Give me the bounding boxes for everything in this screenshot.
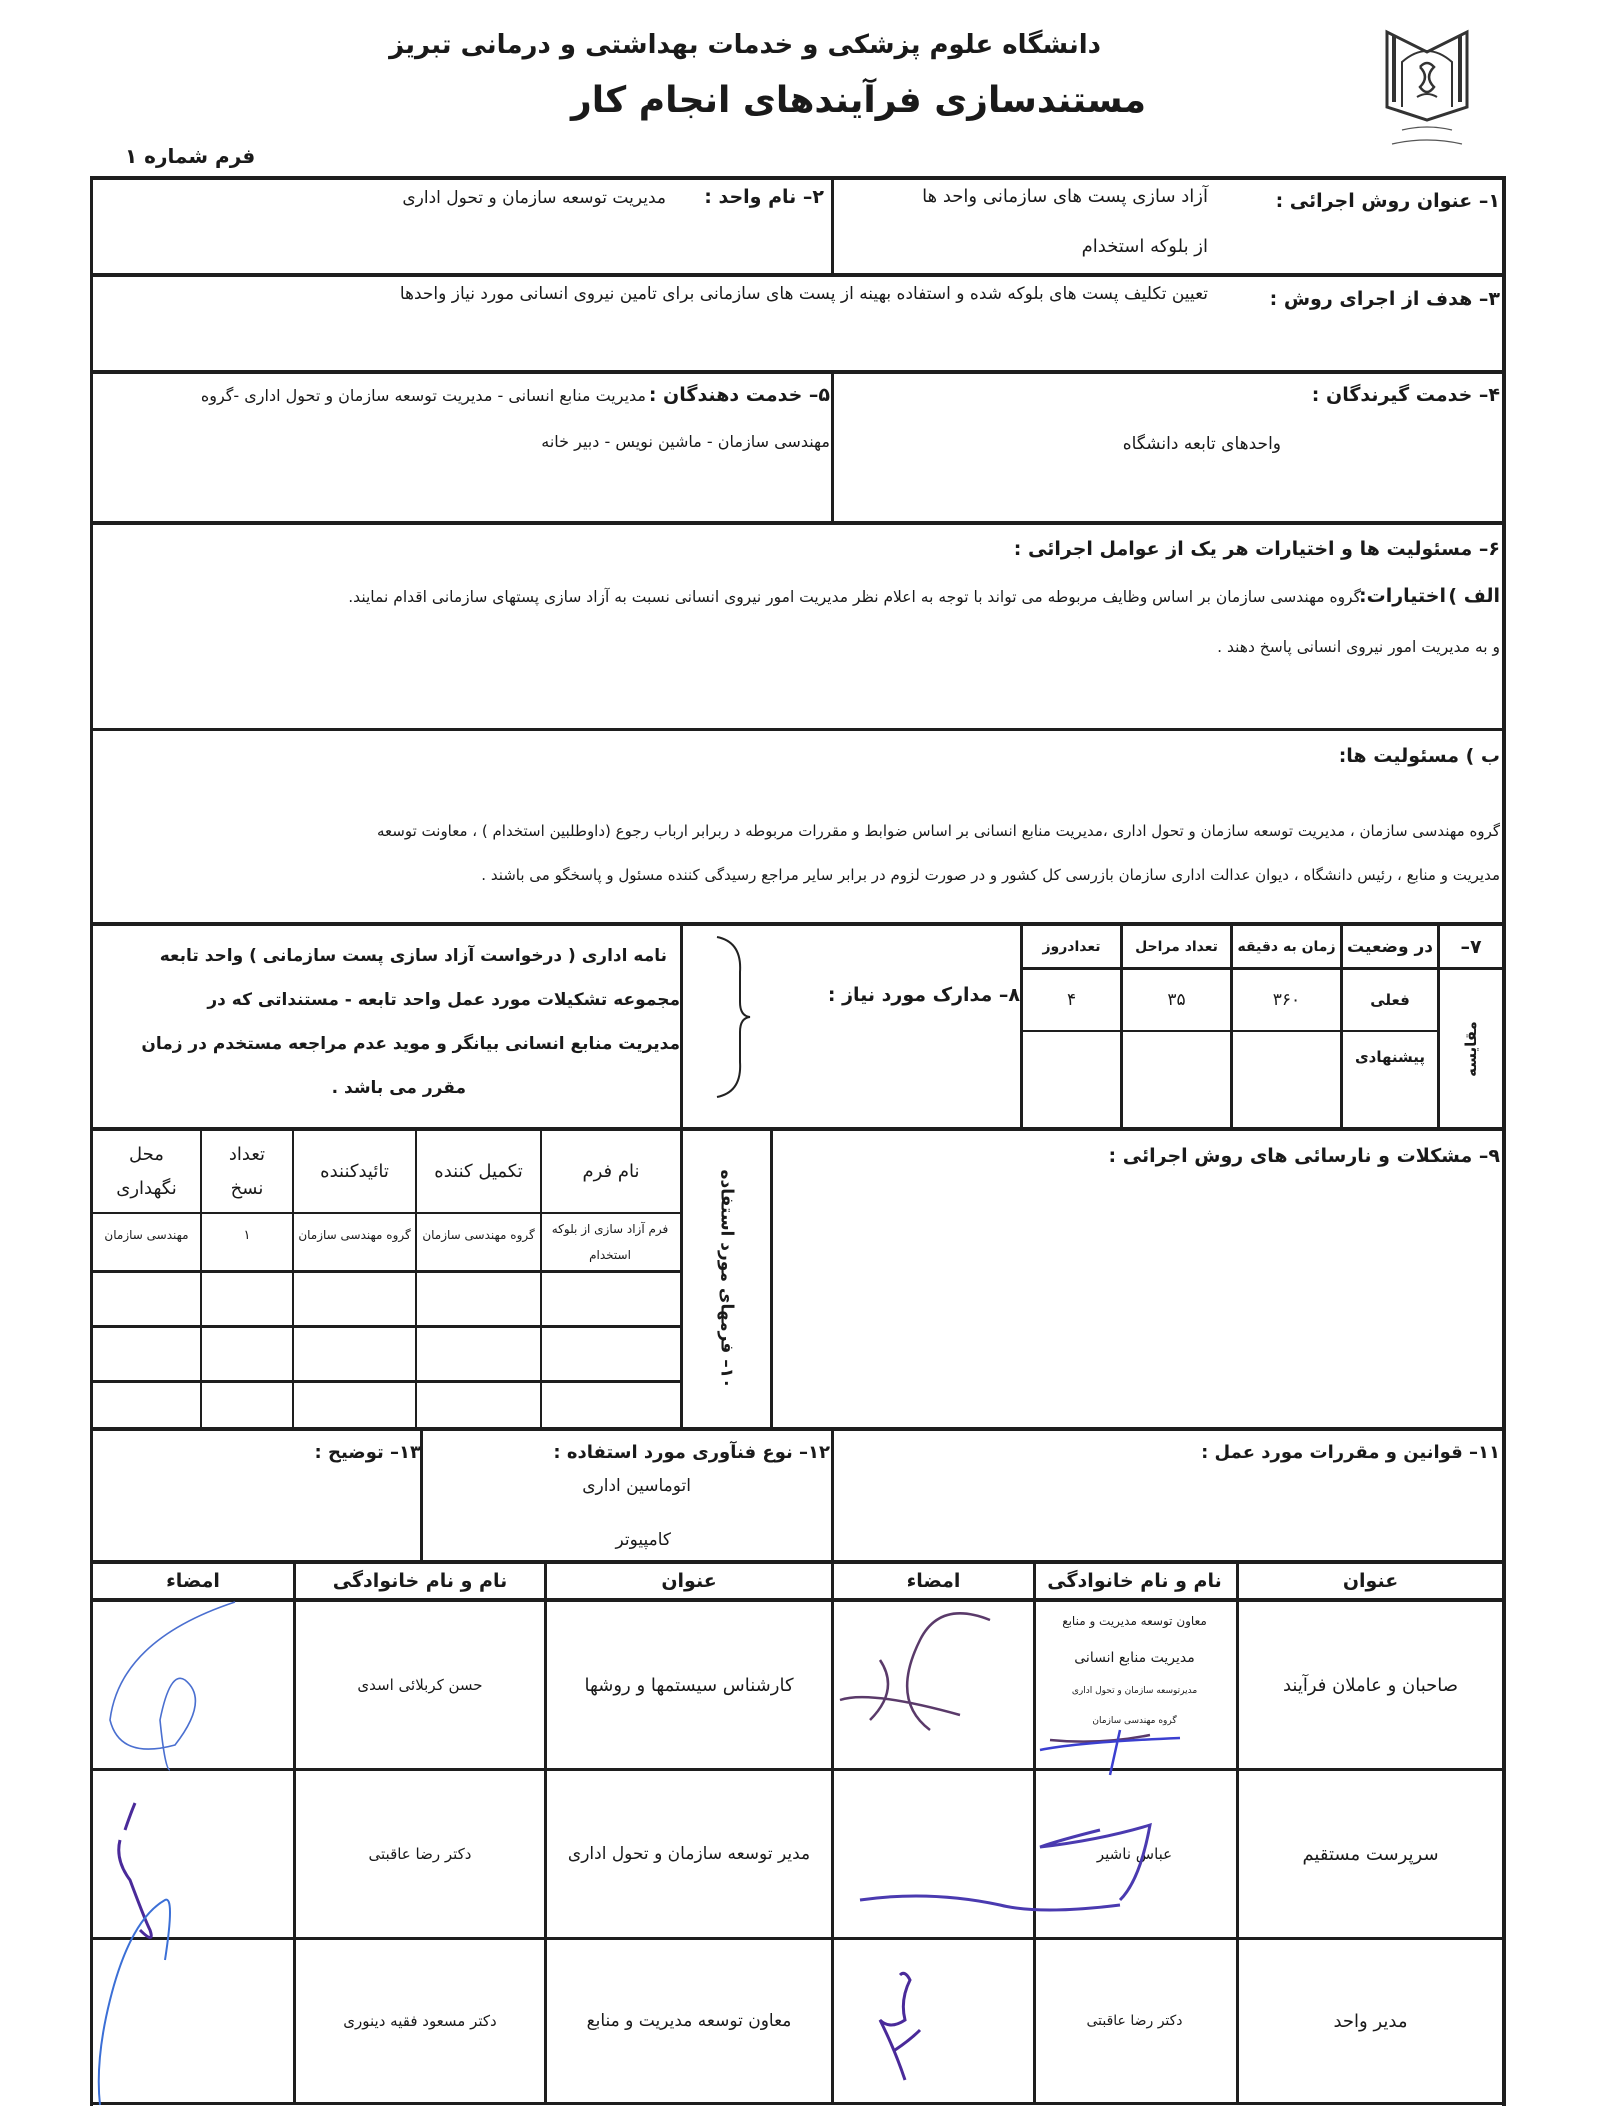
section8-label: ۸– مدارک مورد نیاز : <box>827 984 1020 1006</box>
section11-label: ۱۱– قوانین و مقررات مورد عمل : <box>1201 1442 1500 1463</box>
section13-label: ۱۳– توضیح : <box>314 1442 421 1463</box>
form-row-location: مهندسی سازمان <box>104 1228 189 1242</box>
form-row-name: فرم آزاد سازی از بلوکه استخدام <box>551 1222 669 1262</box>
sig-right-title: مدیر واحد <box>1333 2010 1408 2032</box>
section8-line2: مجموعه تشکیلات مورد عمل واحد تابعه - مستنداتی که در <box>207 990 680 1010</box>
row-proposed-status: پیشنهادی <box>1354 1048 1426 1066</box>
name-line: گروه مهندسی سازمان <box>1092 1716 1177 1726</box>
divider <box>90 1325 680 1328</box>
form-row-approver: گروه مهندسی سازمان <box>298 1228 411 1242</box>
sig-header-name-right: نام و نام خانوادگی <box>1047 1570 1222 1592</box>
section12-item2: کامپیوتر <box>615 1530 671 1550</box>
section5-label: ۵– خدمت دهندگان : <box>648 384 830 406</box>
divider <box>90 273 1506 277</box>
divider <box>680 924 683 1129</box>
divider <box>831 176 834 275</box>
header-minutes: زمان به دقیقه <box>1237 938 1336 955</box>
sig-left-name: دکتر رضا عاقبتی <box>368 1845 472 1863</box>
border-right <box>1502 176 1506 2106</box>
row-current-minutes: ۳۶۰ <box>1272 990 1301 1010</box>
sig-left-title: معاون توسعه مدیریت و منابع <box>586 2011 792 2031</box>
section10-side <box>683 1131 770 1427</box>
header-steps: تعداد مراحل <box>1135 938 1218 955</box>
section2-label: ۲– نام واحد : <box>704 186 824 208</box>
sig-header-title-right: عنوان <box>1342 1570 1399 1592</box>
page-title: مستندسازی فرآیندهای انجام کار <box>570 80 1146 121</box>
name-line: مدیریت منابع انسانی <box>1074 1650 1195 1666</box>
section12-label: ۱۲– نوع فنآوری مورد استفاده : <box>553 1442 830 1463</box>
divider <box>770 1129 773 1429</box>
signature-stroke <box>110 1602 235 1770</box>
university-logo <box>1372 22 1482 152</box>
section4-value: واحدهای تابعه دانشگاه <box>1122 434 1281 454</box>
divider <box>831 1429 834 1562</box>
sig-left-name: حسن کربلائی اسدی <box>357 1676 483 1694</box>
divider <box>90 1427 1506 1431</box>
sig-header-name-left: نام و نام خانوادگی <box>332 1570 508 1592</box>
section1-label: ۱– عنوان روش اجرائی : <box>1275 190 1500 212</box>
divider <box>90 1380 680 1383</box>
header-days: تعدادروز <box>1042 938 1101 955</box>
logo-emblem-icon <box>1372 22 1482 152</box>
sig-right-title: صاحبان و عاملان فرآیند <box>1282 1674 1459 1696</box>
header-form-name: نام فرم <box>582 1161 640 1182</box>
form-row-completer: گروه مهندسی سازمان <box>422 1228 535 1242</box>
form-row-copies: ۱ <box>243 1227 251 1243</box>
section2-value: مدیریت توسعه سازمان و تحول اداری <box>402 188 666 208</box>
form-number: فرم شماره ۱ <box>125 144 256 168</box>
row-current-days: ۴ <box>1066 990 1077 1010</box>
section12-item1: اتوماسین اداری <box>582 1476 691 1496</box>
sig-header-signature-left: امضاء <box>166 1570 220 1592</box>
sig-left-title: مدیر توسعه سازمان و تحول اداری <box>567 1844 811 1864</box>
section9-label: ۹– مشکلات و نارسائی های روش اجرائی : <box>1108 1145 1500 1167</box>
section3-value: تعیین تکلیف پست های بلوکه شده و استفاده بهینه از پست های سازمانی برای تامین نیروی انسانی مورد نیاز واحدها <box>399 284 1208 304</box>
row-proposed-days <box>1023 1032 1120 1082</box>
name-line: معاون توسعه مدیریت و منابع <box>1062 1614 1207 1628</box>
sig-left-title: کارشناس سیستمها و روشها <box>584 1674 794 1696</box>
sig-header-title-left: عنوان <box>661 1570 717 1592</box>
section5-value-line1: مدیریت منابع انسانی - مدیریت توسعه سازمان و تحول اداری -گروه <box>200 386 646 405</box>
authority-prefix: الف ) <box>1448 585 1500 607</box>
section10-label: ۱۰– فرمهای مورد استفاده <box>716 1169 737 1389</box>
row-current-steps: ۳۵ <box>1167 990 1186 1010</box>
divider <box>90 521 1506 525</box>
responsibility-label: ب ) مسئولیت ها: <box>1338 745 1500 767</box>
sig-right-name: عباس ناشیر <box>1096 1845 1173 1863</box>
signature-stroke <box>119 1803 152 1938</box>
comparison-label: مقایسه <box>1462 1020 1480 1077</box>
name-line: مدیرتوسعه سازمان و تحول اداری <box>1071 1686 1198 1696</box>
authority-line2: و به مدیریت امور نیروی انسانی پاسخ دهند . <box>1217 638 1500 656</box>
section3-label: ۳– هدف از اجرای روش : <box>1269 288 1500 310</box>
section1-value-line1: آزاد سازی پست های سازمانی واحد ها <box>922 186 1208 207</box>
sig-header-signature-right: امضاء <box>906 1570 961 1592</box>
section7-side-label <box>1440 970 1502 1127</box>
section8-line1: نامه اداری ( درخواست آزاد سازی پست سازمانی ) واحد تابعه <box>159 946 667 966</box>
sig-right-name-block <box>1036 1602 1233 1768</box>
sig-left-name: دکتر مسعود فقیه دینوری <box>343 2012 497 2030</box>
sig-right-name: دکتر رضا عاقبتی <box>1086 2013 1183 2029</box>
divider <box>90 2102 1506 2105</box>
authority-line1: گروه مهندسی سازمان بر اساس وظایف مربوطه می تواند با توجه به اعلام نظر مدیریت امور نیروی انسانی نسبت به آزاد سازی پستهای سازمانی اقدام نمایند. <box>348 588 1361 606</box>
divider <box>90 370 1506 374</box>
authority-label: اختیارات: <box>1359 585 1446 607</box>
sig-right-title: سرپرست مستقیم <box>1302 1843 1439 1865</box>
header-location: محل نگهداری <box>116 1143 177 1199</box>
divider <box>90 1270 680 1273</box>
header-completer: تکمیل کننده <box>434 1161 523 1182</box>
responsibility-line2: مدیریت و منابع ، رئیس دانشگاه ، دیوان عدالت اداری سازمان بازرسی کل کشور و در صورت لزوم در برابر سایر مراجع رسیدگی کننده مسئول و پاسخگو می باشند . <box>481 866 1500 884</box>
section8-line3: مدیریت منابع انسانی بیانگر و موید عدم مراجعه مستخدم در زمان <box>141 1034 680 1054</box>
section4-label: ۴– خدمت گیرندگان : <box>1311 384 1500 406</box>
border-top <box>90 176 1506 180</box>
section5-value-line2: مهندسی سازمان - ماشین نویس - دبیر خانه <box>541 432 830 451</box>
responsibility-line1: گروه مهندسی سازمان ، مدیریت توسعه سازمان و تحول اداری ،مدیریت منابع انسانی بر اساس ضوابط و مقررات مربوطه د ربرابر ارباب رجوع (داوطلبین استخدام ) ، معاونت توسعه <box>377 822 1500 840</box>
header-copies: تعداد نسخ <box>228 1143 266 1199</box>
university-name: دانشگاه علوم پزشکی و خدمات بهداشتی و درمانی تبریز <box>389 30 1101 60</box>
section7-number: ۷– <box>1460 935 1482 958</box>
signature-stroke <box>99 1900 170 2105</box>
row-current-status: فعلی <box>1370 991 1410 1009</box>
brace-icon <box>712 932 752 1102</box>
row-proposed-minutes <box>1233 1032 1340 1082</box>
section1-value-line2: از بلوکه استخدام <box>1081 236 1208 257</box>
row-proposed-steps <box>1123 1032 1230 1082</box>
header-status: در وضعیت <box>1347 936 1433 957</box>
divider <box>90 728 1506 731</box>
divider <box>831 1562 834 2105</box>
section6-label: ۶– مسئولیت ها و اختیارات هر یک از عوامل اجرائی : <box>1013 538 1500 560</box>
divider <box>831 372 834 523</box>
section8-line4: مقرر می باشد . <box>331 1078 466 1098</box>
signature-stroke <box>880 1973 920 2080</box>
header-approver: تائیدکننده <box>320 1161 389 1182</box>
